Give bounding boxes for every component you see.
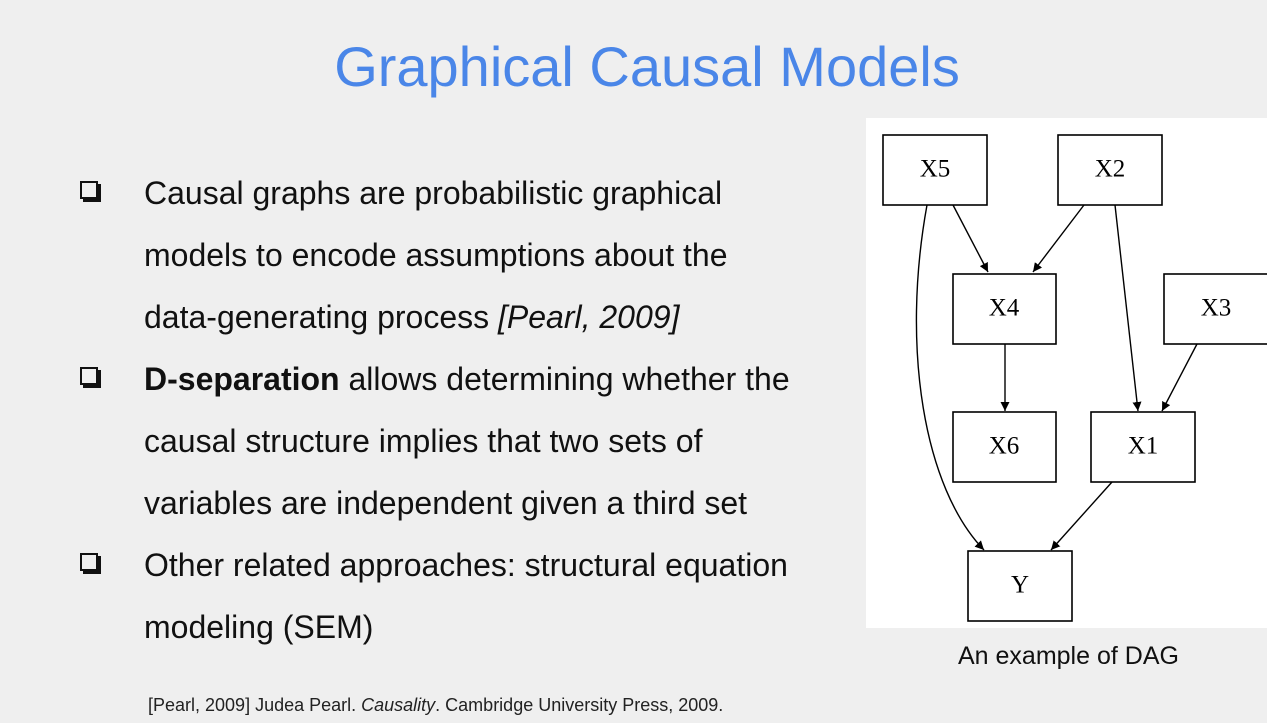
node-y (968, 551, 1072, 621)
bullet-item-3 (78, 534, 858, 658)
checkbox-bullet-icon (80, 181, 98, 199)
node-x6-label: X6 (988, 432, 1020, 460)
node-y-label: Y (1010, 571, 1030, 599)
edge-x5-y (916, 205, 984, 550)
dag-diagram (866, 118, 1267, 628)
diagram-caption: An example of DAG (958, 642, 1179, 670)
bullet-2-line-2: causal structure implies that two sets of (144, 423, 703, 459)
node-x5-label: X5 (919, 155, 951, 183)
checkbox-bullet-icon (80, 553, 98, 571)
node-x4-label: X4 (988, 294, 1020, 322)
node-x2-label: X2 (1094, 155, 1126, 183)
edge-x2-x4 (1033, 205, 1084, 272)
bullet-item-1 (78, 162, 858, 348)
edge-x5-x4 (953, 205, 988, 272)
bullet-3-line-2: modeling (SEM) (144, 609, 374, 645)
bullet-2-line-1 (144, 348, 858, 410)
dag-edges (916, 205, 1197, 550)
node-x4 (953, 274, 1056, 344)
reference-suffix: . Cambridge University Press, 2009. (435, 695, 724, 715)
bullet-1-line-2: models to encode assumptions about the (144, 237, 728, 273)
checkbox-bullet-icon (80, 367, 98, 385)
node-x6 (953, 412, 1056, 482)
node-x5 (883, 135, 987, 205)
bullet-list (78, 162, 858, 658)
bullet-2-bold-term: D-separation (144, 361, 340, 397)
bullet-1-line-1: Causal graphs are probabilistic graphical (144, 175, 723, 211)
bullet-1-line-3 (144, 286, 858, 348)
reference-book-title: Causality (361, 695, 436, 715)
reference-footnote (148, 695, 723, 716)
node-x1 (1091, 412, 1195, 482)
bullet-1-line-3-text: data-generating process (144, 299, 498, 335)
node-x3-label: X3 (1200, 294, 1232, 322)
bullet-2-line-3: variables are independent given a third set (144, 485, 748, 521)
edge-x1-y (1051, 482, 1112, 550)
edge-x3-x1 (1162, 344, 1197, 411)
bullet-3-line-1: Other related approaches: structural equation (144, 547, 788, 583)
reference-prefix: [Pearl, 2009] Judea Pearl. (148, 695, 362, 715)
node-x2 (1058, 135, 1162, 205)
node-x1-label: X1 (1127, 432, 1159, 460)
bullet-2-line-1-rest: allows determining whether the (339, 361, 790, 397)
bullet-item-2 (78, 348, 858, 534)
slide-title: Graphical Causal Models (334, 35, 960, 98)
node-x3 (1164, 274, 1267, 344)
edge-x2-x1 (1115, 205, 1138, 411)
bullet-1-citation: [Pearl, 2009] (498, 299, 680, 335)
